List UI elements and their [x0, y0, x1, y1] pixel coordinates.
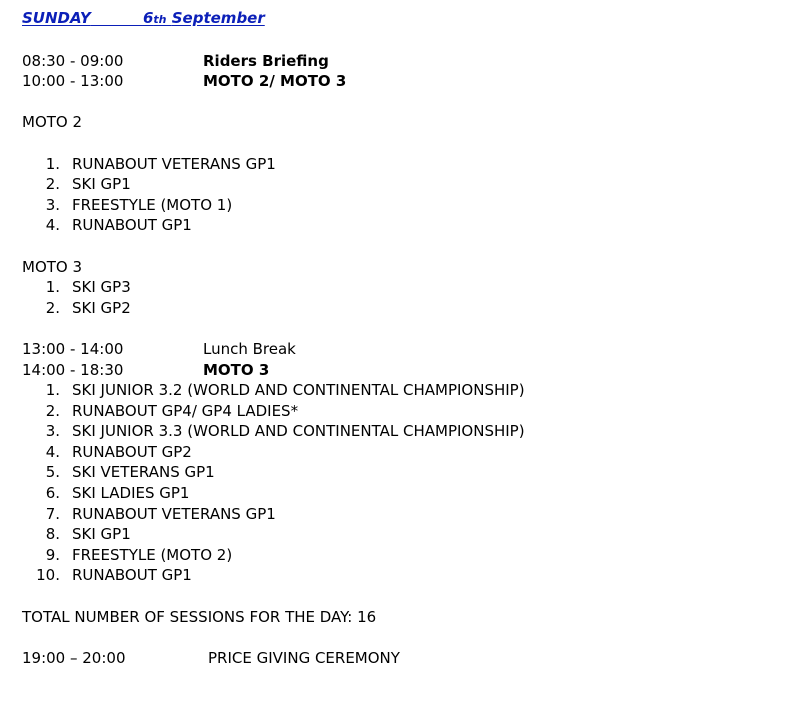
event-label: Riders Briefing [203, 51, 329, 70]
list-item: 6. SKI LADIES GP1 [45, 484, 190, 503]
list-item: 1. SKI JUNIOR 3.2 (WORLD AND CONTINENTAL CHAMPIONSHIP) [45, 381, 525, 400]
event-label: MOTO 3 [203, 360, 270, 379]
day-name: SUNDAY [22, 9, 91, 27]
moto3-list [22, 277, 782, 318]
schedule-document [22, 8, 782, 668]
list-item: 4. RUNABOUT GP1 [45, 216, 192, 235]
event-label: MOTO 2/ MOTO 3 [203, 72, 347, 91]
time-slot: 13:00 - 14:00 [22, 339, 124, 358]
moto2-list [22, 154, 782, 236]
date-number: 6 [142, 9, 154, 27]
moto2-title: MOTO 2 [22, 113, 83, 132]
day-header [22, 8, 782, 30]
list-item: 1. RUNABOUT VETERANS GP1 [45, 154, 276, 173]
list-item: 10. RUNABOUT GP1 [36, 566, 192, 585]
list-item: 2. SKI GP2 [45, 298, 131, 317]
event-label: PRICE GIVING CEREMONY [208, 648, 400, 667]
time-slot: 08:30 - 09:00 [22, 51, 124, 70]
schedule-row [22, 71, 782, 92]
total-sessions: TOTAL NUMBER OF SESSIONS FOR THE DAY: 16 [22, 607, 377, 626]
list-item: 1. SKI GP3 [45, 278, 131, 297]
list-item: 7. RUNABOUT VETERANS GP1 [45, 504, 276, 523]
ceremony-row [22, 648, 782, 669]
schedule-row [22, 51, 782, 72]
list-item: 9. FREESTYLE (MOTO 2) [45, 545, 233, 564]
list-item: 3. SKI JUNIOR 3.3 (WORLD AND CONTINENTAL CHAMPIONSHIP) [45, 422, 525, 441]
list-item: 5. SKI VETERANS GP1 [45, 463, 215, 482]
list-item: 2. SKI GP1 [45, 175, 131, 194]
time-slot: 10:00 - 13:00 [22, 72, 124, 91]
afternoon-list [22, 380, 782, 586]
list-item: 4. RUNABOUT GP2 [45, 442, 192, 461]
time-slot: 14:00 - 18:30 [22, 360, 124, 379]
event-label: Lunch Break [203, 339, 296, 358]
moto3-title: MOTO 3 [22, 257, 83, 276]
month-name: September [171, 9, 265, 27]
afternoon-row [22, 360, 782, 381]
lunch-row [22, 339, 782, 360]
time-slot: 19:00 – 20:00 [22, 648, 126, 667]
date-suffix: th [153, 13, 167, 26]
list-item: 2. RUNABOUT GP4/ GP4 LADIES* [45, 401, 299, 420]
list-item: 8. SKI GP1 [45, 525, 131, 544]
list-item: 3. FREESTYLE (MOTO 1) [45, 195, 233, 214]
